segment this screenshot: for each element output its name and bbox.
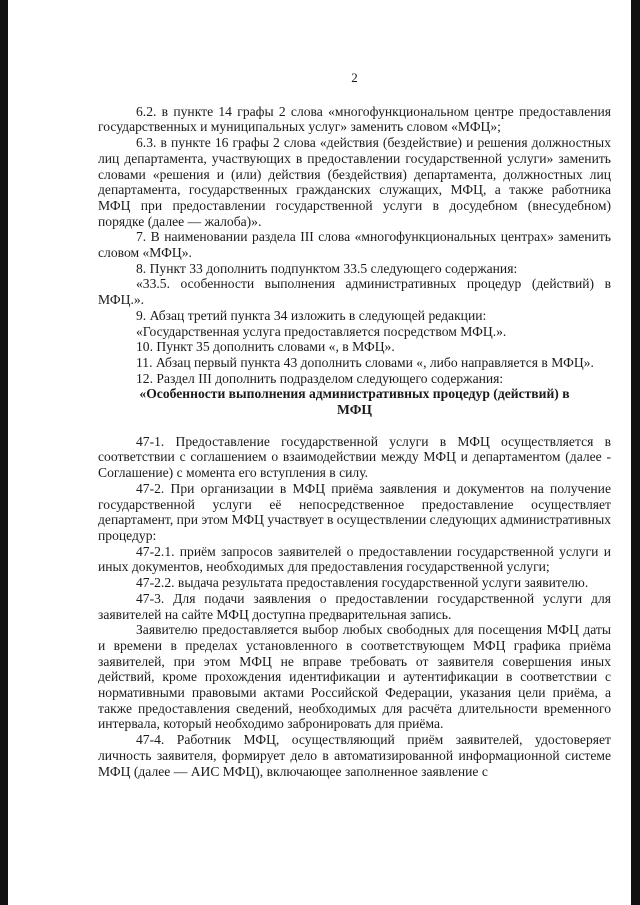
section-heading: «Особенности выполнения административных процедур (действий) в МФЦ <box>139 386 570 418</box>
page-number: 2 <box>351 70 358 85</box>
paragraph-7: 7. В наименовании раздела III слова «многофункциональных центрах» заменить словом «МФЦ». <box>98 229 611 261</box>
paragraph-6-2: 6.2. в пункте 14 графы 2 слова «многофункциональном центре предоставления государственных и муниципальных услуг» заменить словом «МФЦ»; <box>98 103 611 135</box>
scan-edge-left <box>0 0 8 905</box>
paragraph-47-2: 47-2. При организации в МФЦ приёма заявления и документов на получение государственной услуги её непосредственное предоставление осуществляет департамент, при этом МФЦ участвует в осуществлении следующих административных процедур: <box>98 480 611 543</box>
paragraph-47-2-1: 47-2.1. приём запросов заявителей о предоставлении государственной услуги и иных документов, необходимых для предоставления государственной услуги; <box>98 543 611 575</box>
paragraph-6-3: 6.3. в пункте 16 графы 2 слова «действия (бездействие) и решения должностных лиц департамента, участвующих в предоставлении государственной услуги» заменить словами «решения и (или) действия (бездействия) департамента, должностных лиц департамента, государственных гражданских служащих, МФЦ, а также работника МФЦ при предоставлении государственной услуги в досудебном (внесудебном) порядке (далее — жалоба)». <box>98 135 611 229</box>
paragraph-11: 11. Абзац первый пункта 43 дополнить словами «, либо направляется в МФЦ». <box>136 354 594 370</box>
paragraph-47-3-b: Заявителю предоставляется выбор любых свободных для посещения МФЦ даты и времени в пределах установленного в соответствующем МФЦ графика приёма заявителей, при этом МФЦ не вправе требовать от заявителя совершения иных действий, кроме прохождения идентификации и аутентификации в соответствии с нормативными правовыми актами Российской Федерации, указания цели приёма, а также предоставления сведений, необходимых для расчёта длительности временного интервала, который необходимо забронировать для приёма. <box>98 622 611 732</box>
document-page <box>98 70 611 779</box>
paragraph-9: 9. Абзац третий пункта 34 изложить в следующей редакции: <box>136 307 487 323</box>
paragraph-33-5: «33.5. особенности выполнения административных процедур (действий) в МФЦ.». <box>98 276 611 308</box>
paragraph-47-1: 47-1. Предоставление государственной услуги в МФЦ осуществляется в соответствии с соглашением о взаимодействии между МФЦ и департаментом (далее - Соглашение) с момента его вступления в силу. <box>98 433 611 481</box>
paragraph-10: 10. Пункт 35 дополнить словами «, в МФЦ». <box>136 339 395 355</box>
paragraph-47-2-2: 47-2.2. выдача результата предоставления государственной услуги заявителю. <box>136 575 589 591</box>
paragraph-12: 12. Раздел III дополнить подразделом следующего содержания: <box>136 370 504 386</box>
paragraph-47-3: 47-3. Для подачи заявления о предоставлении государственной услуги для заявителей на сайте МФЦ доступна предварительная запись. <box>98 590 611 622</box>
paragraph-47-4: 47-4. Работник МФЦ, осуществляющий приём заявителей, удостоверяет личность заявителя, формирует дело в автоматизированной информационной системе МФЦ (далее — АИС МФЦ), включающее заполненное заявление с <box>98 732 611 779</box>
paragraph-34-text: «Государственная услуга предоставляется посредством МФЦ.». <box>136 323 507 339</box>
paragraph-8: 8. Пункт 33 дополнить подпунктом 33.5 следующего содержания: <box>136 260 518 276</box>
scan-edge-right <box>631 0 640 905</box>
